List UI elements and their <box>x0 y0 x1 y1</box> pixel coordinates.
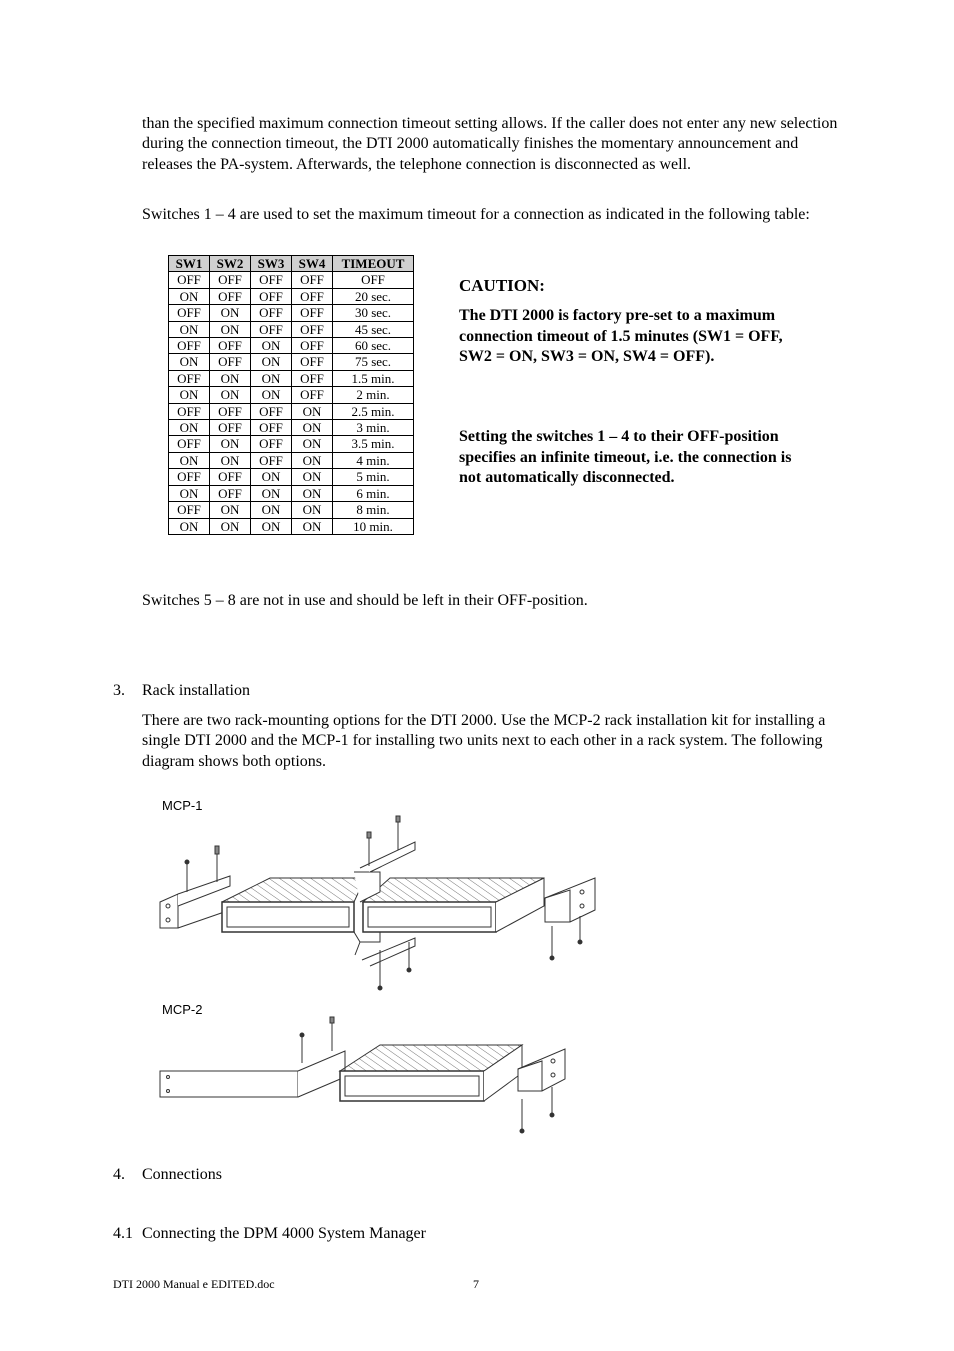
switch-cell: ON <box>169 518 210 534</box>
switch-cell: OFF <box>292 305 333 321</box>
switch-cell: OFF <box>292 370 333 386</box>
mcp2-rack-diagram <box>150 1015 580 1140</box>
timeout-cell: 60 sec. <box>333 338 414 354</box>
switch-cell: ON <box>292 485 333 501</box>
switch-cell: OFF <box>251 272 292 288</box>
switch-cell: OFF <box>210 288 251 304</box>
switch-cell: OFF <box>251 436 292 452</box>
switch-cell: OFF <box>292 387 333 403</box>
table-row <box>169 452 414 468</box>
switch-cell: ON <box>292 518 333 534</box>
switch-cell: OFF <box>292 288 333 304</box>
section-4-1-number: 4.1 <box>113 1225 133 1242</box>
section-3-number: 3. <box>113 682 125 699</box>
table-row <box>169 485 414 501</box>
switch-cell: ON <box>292 403 333 419</box>
timeout-cell: 10 min. <box>333 518 414 534</box>
switch-cell: OFF <box>251 305 292 321</box>
switch-cell: OFF <box>251 403 292 419</box>
header-timeout: TIMEOUT <box>333 256 414 272</box>
switch-cell: ON <box>251 502 292 518</box>
switch-cell: OFF <box>169 370 210 386</box>
paragraph-rack-options: There are two rack-mounting options for the DTI 2000. Use the MCP-2 rack installation kit for installing a single DTI 2000 and the MCP-1 for installing two units next to each other in a rack system. The following diagram shows both options. <box>142 712 826 770</box>
timeout-cell: 6 min. <box>333 485 414 501</box>
table-body <box>169 272 414 535</box>
table-row <box>169 321 414 337</box>
paragraph-switches-1-4: Switches 1 – 4 are used to set the maximum timeout for a connection as indicated in the following table: <box>142 206 810 223</box>
section-4-title: Connections <box>142 1166 222 1183</box>
timeout-cell: 2 min. <box>333 387 414 403</box>
mcp1-rack-diagram <box>150 810 610 995</box>
timeout-cell: 1.5 min. <box>333 370 414 386</box>
switch-cell: OFF <box>292 338 333 354</box>
paragraph-switches-5-8: Switches 5 – 8 are not in use and should be left in their OFF-position. <box>142 592 588 609</box>
switch-cell: OFF <box>210 272 251 288</box>
switch-cell: OFF <box>169 436 210 452</box>
switch-cell: ON <box>210 305 251 321</box>
table-row <box>169 370 414 386</box>
timeout-cell: 30 sec. <box>333 305 414 321</box>
switch-cell: OFF <box>210 420 251 436</box>
switch-cell: ON <box>169 354 210 370</box>
switch-cell: ON <box>251 518 292 534</box>
timeout-cell: 5 min. <box>333 469 414 485</box>
switch-cell: ON <box>210 518 251 534</box>
caution-heading: CAUTION: <box>459 276 545 295</box>
switch-cell: OFF <box>169 403 210 419</box>
switch-cell: OFF <box>169 272 210 288</box>
switch-cell: OFF <box>251 288 292 304</box>
switch-cell: ON <box>210 370 251 386</box>
caution-factory-preset: The DTI 2000 is factory pre-set to a maximum connection timeout of 1.5 minutes (SW1 = OFF, SW2 = ON, SW3 = ON, SW4 = OFF). <box>459 307 783 365</box>
switch-cell: ON <box>292 502 333 518</box>
switch-cell: ON <box>292 420 333 436</box>
mcp2-label: MCP-2 <box>162 1002 203 1017</box>
switch-cell: ON <box>169 321 210 337</box>
section-4-1-title: Connecting the DPM 4000 System Manager <box>142 1225 426 1242</box>
footer-page-number: 7 <box>473 1277 479 1291</box>
switch-cell: ON <box>251 469 292 485</box>
timeout-switch-table <box>168 255 414 535</box>
switch-cell: ON <box>292 436 333 452</box>
timeout-cell: 45 sec. <box>333 321 414 337</box>
mcp1-label: MCP-1 <box>162 798 203 813</box>
switch-cell: OFF <box>292 321 333 337</box>
switch-cell: OFF <box>292 354 333 370</box>
footer-document-name: DTI 2000 Manual e EDITED.doc <box>113 1277 275 1291</box>
switch-cell: OFF <box>210 403 251 419</box>
timeout-cell: 4 min. <box>333 452 414 468</box>
timeout-cell: 75 sec. <box>333 354 414 370</box>
switch-cell: OFF <box>292 272 333 288</box>
switch-cell: OFF <box>251 321 292 337</box>
switch-cell: OFF <box>251 452 292 468</box>
header-sw1: SW1 <box>169 256 210 272</box>
section-4-number: 4. <box>113 1166 125 1183</box>
timeout-cell: 8 min. <box>333 502 414 518</box>
section-3-title: Rack installation <box>142 682 250 699</box>
switch-cell: ON <box>251 485 292 501</box>
table-header-row <box>169 256 414 272</box>
caution-infinite-timeout: Setting the switches 1 – 4 to their OFF-position specifies an infinite timeout, i.e. the connection is not automatically disconnected. <box>459 428 792 486</box>
switch-cell: ON <box>210 502 251 518</box>
table-row <box>169 403 414 419</box>
switch-cell: ON <box>210 452 251 468</box>
switch-cell: ON <box>169 420 210 436</box>
switch-cell: ON <box>210 387 251 403</box>
table-row <box>169 338 414 354</box>
table-row <box>169 354 414 370</box>
table-row <box>169 305 414 321</box>
header-sw4: SW4 <box>292 256 333 272</box>
timeout-cell: 20 sec. <box>333 288 414 304</box>
switch-cell: ON <box>251 354 292 370</box>
timeout-cell: 2.5 min. <box>333 403 414 419</box>
switch-cell: ON <box>169 485 210 501</box>
switch-cell: OFF <box>169 338 210 354</box>
switch-cell: OFF <box>210 354 251 370</box>
switch-cell: OFF <box>251 420 292 436</box>
switch-cell: OFF <box>210 469 251 485</box>
table-row <box>169 387 414 403</box>
switch-cell: ON <box>169 452 210 468</box>
table-row <box>169 420 414 436</box>
table-row <box>169 288 414 304</box>
switch-cell: ON <box>251 338 292 354</box>
table-row <box>169 272 414 288</box>
switch-cell: OFF <box>210 338 251 354</box>
switch-cell: ON <box>292 452 333 468</box>
switch-cell: OFF <box>169 305 210 321</box>
switch-cell: ON <box>169 288 210 304</box>
header-sw3: SW3 <box>251 256 292 272</box>
switch-cell: OFF <box>210 485 251 501</box>
switch-cell: ON <box>210 321 251 337</box>
switch-cell: ON <box>251 370 292 386</box>
switch-cell: OFF <box>169 469 210 485</box>
switch-cell: ON <box>169 387 210 403</box>
table-row <box>169 518 414 534</box>
switch-cell: ON <box>292 469 333 485</box>
paragraph-timeout-intro: than the specified maximum connection timeout setting allows. If the caller does not enter any new selection during the connection timeout, the DTI 2000 automatically finishes the momentary announcement and releases the PA-system. Afterwards, the telephone connection is disconnected as well. <box>142 115 838 173</box>
table-row <box>169 436 414 452</box>
table-row <box>169 502 414 518</box>
switch-cell: ON <box>210 436 251 452</box>
table-row <box>169 469 414 485</box>
timeout-cell: 3 min. <box>333 420 414 436</box>
timeout-cell: 3.5 min. <box>333 436 414 452</box>
switch-cell: OFF <box>169 502 210 518</box>
timeout-cell: OFF <box>333 272 414 288</box>
switch-cell: ON <box>251 387 292 403</box>
header-sw2: SW2 <box>210 256 251 272</box>
